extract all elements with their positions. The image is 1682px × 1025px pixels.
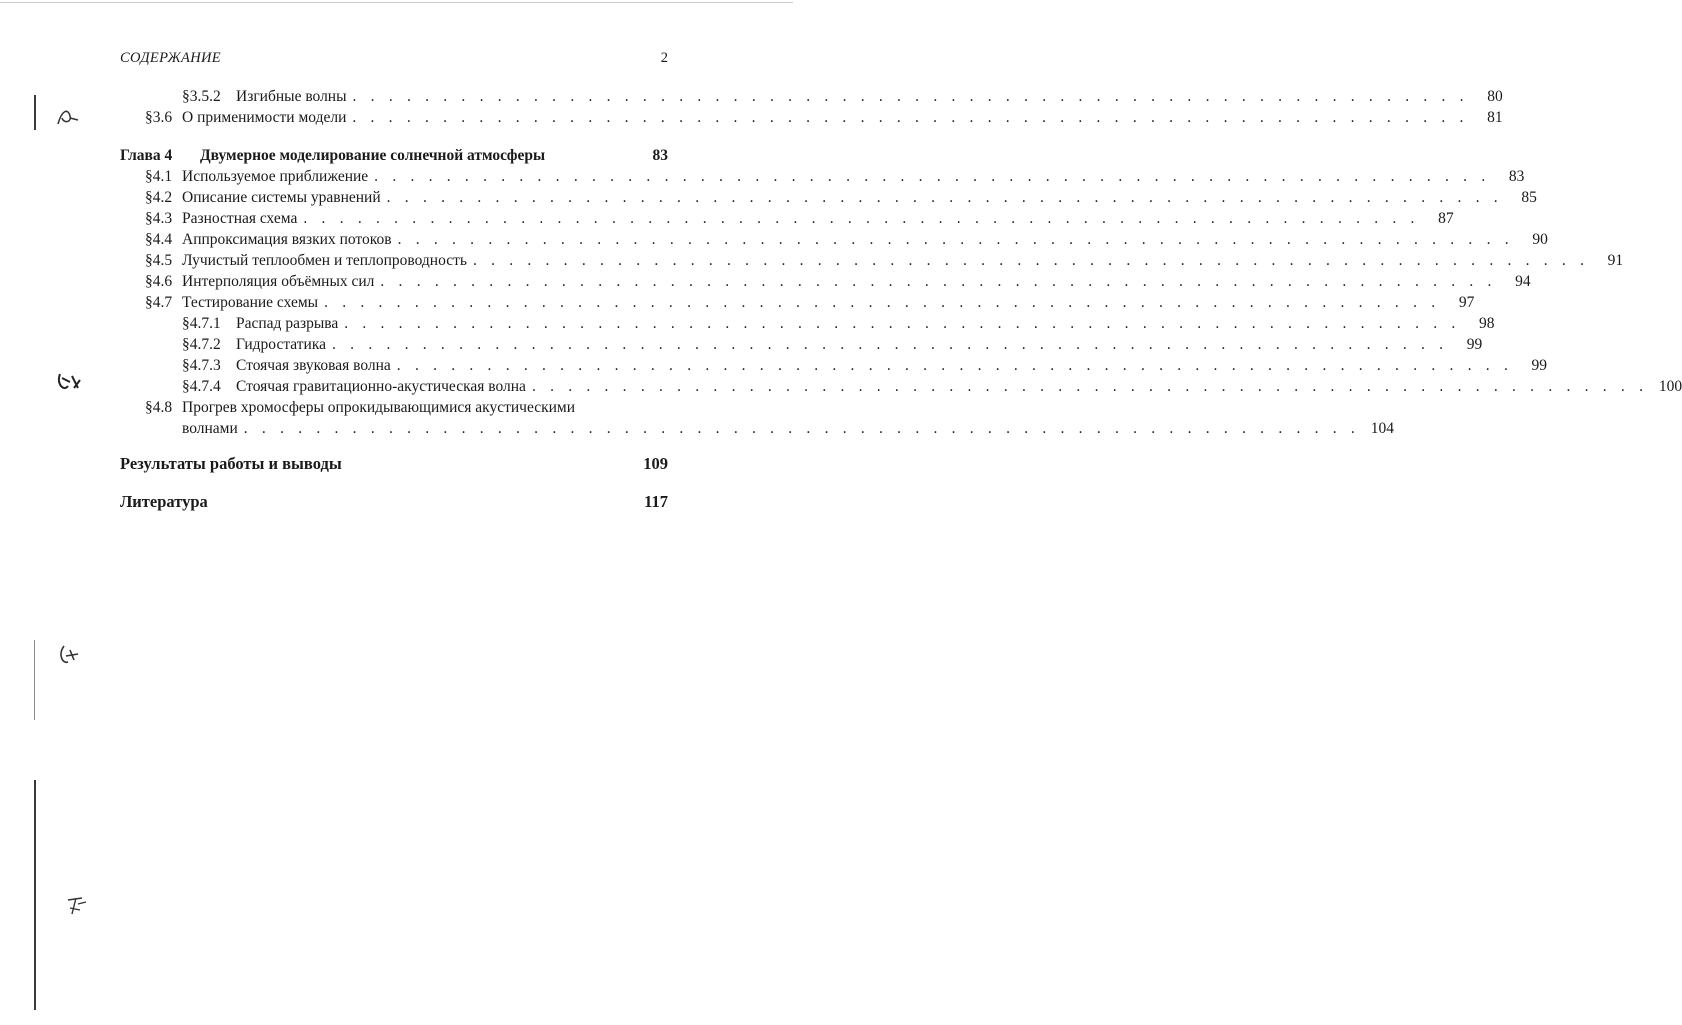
toc-major-section [120, 453, 668, 477]
chapter-number: Глава 4 [120, 147, 173, 164]
toc-entry [120, 187, 1537, 208]
running-head-page-number: 2 [660, 50, 668, 66]
entry-number: §3.5.2 [182, 88, 221, 105]
entry-number: §4.4 [145, 231, 173, 248]
dot-leader: . . . . . . . . . . . . . . . . . . . . . . . . . . . . . . . . . . . . . . . . . . . . . . . . . . . . . . . . . . . . . . [352, 88, 1469, 105]
scan-edge [0, 2, 793, 3]
entry-number: §4.7.1 [182, 315, 221, 332]
margin-scribble [62, 892, 90, 918]
entry-title: Аппроксимация вязких потоков [182, 231, 392, 248]
entry-page: 98 [1478, 315, 1495, 332]
toc-entry [120, 86, 1503, 107]
toc-entry [120, 271, 1531, 292]
margin-mark [34, 780, 36, 1010]
dot-leader: . . . . . . . . . . . . . . . . . . . . . . . . . . . . . . . . . . . . . . . . . . . . . . . . . . . . . . . . . . . . . . [472, 252, 1590, 269]
entry-number: §4.7.4 [182, 378, 221, 395]
dot-leader: . . . . . . . . . . . . . . . . . . . . . . . . . . . . . . . . . . . . . . . . . . . . . . . . . . . . . . . . . . . . . . [396, 357, 1514, 374]
entry-title: Лучистый теплообмен и теплопроводность [182, 252, 467, 269]
section-title: Литература [120, 492, 208, 511]
dot-leader: . . . . . . . . . . . . . . . . . . . . . . . . . . . . . . . . . . . . . . . . . . . . . . . . . . . . . . . . . . . . . . [344, 315, 1461, 332]
entry-title: Стоячая звуковая волна [236, 357, 391, 374]
margin-scribble [56, 640, 82, 670]
entry-title: О применимости модели [182, 109, 347, 126]
toc-entry [120, 292, 1475, 313]
entry-number: §3.6 [145, 109, 173, 126]
toc-major-section [120, 491, 668, 515]
dot-leader: . . . . . . . . . . . . . . . . . . . . . . . . . . . . . . . . . . . . . . . . . . . . . . . . . . . . . . . . . . . . . . [324, 294, 1441, 311]
running-head [120, 48, 668, 72]
entry-page: 81 [1487, 109, 1503, 126]
dot-leader: . . . . . . . . . . . . . . . . . . . . . . . . . . . . . . . . . . . . . . . . . . . . . . . . . . . . . . . . . . . . . . [397, 231, 1514, 248]
chapter-page: 83 [652, 147, 668, 164]
toc-entry [120, 250, 1624, 271]
entry-page: 87 [1438, 210, 1454, 227]
entry-page: 99 [1466, 336, 1483, 353]
toc-entry [120, 208, 1454, 229]
entry-title: Распад разрыва [236, 315, 339, 332]
entry-title: Изгибные волны [236, 88, 347, 105]
entry-number: §4.7.2 [182, 336, 221, 353]
toc-page [120, 48, 1682, 515]
entry-number: §4.5 [145, 252, 173, 269]
margin-mark [34, 640, 35, 720]
entry-number: §4.1 [145, 168, 173, 185]
entry-page: 85 [1521, 189, 1537, 206]
entry-number: §4.6 [145, 273, 173, 290]
entry-title: Используемое приближение [182, 168, 369, 185]
dot-leader: . . . . . . . . . . . . . . . . . . . . . . . . . . . . . . . . . . . . . . . . . . . . . . . . . . . . . . . . . . . . . . [352, 109, 1469, 126]
entry-number: §4.8 [145, 399, 173, 416]
dot-leader: . . . . . . . . . . . . . . . . . . . . . . . . . . . . . . . . . . . . . . . . . . . . . . . . . . . . . . . . . . . . . . [374, 168, 1491, 185]
entry-title: Стоячая гравитационно-акустическая волна [236, 378, 526, 395]
entry-number: §4.7.3 [182, 357, 221, 374]
toc-chapter [120, 145, 668, 166]
section-title: Результаты работы и выводы [120, 454, 342, 473]
entry-page: 94 [1515, 273, 1531, 290]
entry-page: 91 [1607, 252, 1624, 269]
toc-entry [120, 107, 1503, 128]
section-page: 117 [644, 492, 668, 511]
dot-leader: . . . . . . . . . . . . . . . . . . . . . . . . . . . . . . . . . . . . . . . . . . . . . . . . . . . . . . . . . . . . . . [531, 378, 1649, 395]
toc-entry-continuation [120, 418, 1395, 439]
running-head-title: СОДЕРЖАНИЕ [120, 50, 221, 66]
entry-title: Тестирование схемы [182, 294, 319, 311]
toc-entry [120, 166, 1525, 187]
toc-entry [120, 397, 668, 418]
margin-scribble [54, 368, 84, 396]
entry-title: Гидростатика [236, 336, 327, 353]
margin-mark [34, 95, 36, 130]
entry-title: Прогрев хромосферы опрокидывающимися акустическими [182, 399, 576, 416]
entry-page: 100 [1658, 378, 1682, 395]
entry-number: §4.3 [145, 210, 173, 227]
entry-title: Разностная схема [182, 210, 298, 227]
entry-title: Интерполяция объёмных сил [182, 273, 375, 290]
entry-page: 97 [1458, 294, 1475, 311]
entry-page: 83 [1508, 168, 1525, 185]
toc-entry [120, 229, 1548, 250]
entry-title-continuation: волнами [182, 420, 238, 437]
chapter-title: Двумерное моделирование солнечной атмосферы [200, 147, 546, 164]
section-page: 109 [643, 454, 668, 473]
margin-scribble [52, 104, 82, 130]
dot-leader: . . . . . . . . . . . . . . . . . . . . . . . . . . . . . . . . . . . . . . . . . . . . . . . . . . . . . . . . . . . . . . [332, 336, 1449, 353]
entry-number: §4.2 [145, 189, 173, 206]
entry-title: Описание системы уравнений [182, 189, 381, 206]
entry-page: 99 [1531, 357, 1548, 374]
dot-leader: . . . . . . . . . . . . . . . . . . . . . . . . . . . . . . . . . . . . . . . . . . . . . . . . . . . . . . . . . . . . . . [303, 210, 1420, 227]
entry-page: 90 [1532, 231, 1548, 248]
entry-number: §4.7 [145, 294, 173, 311]
entry-page: 104 [1370, 420, 1395, 437]
entry-page: 80 [1487, 88, 1503, 105]
toc-entry [120, 376, 1682, 397]
dot-leader: . . . . . . . . . . . . . . . . . . . . . . . . . . . . . . . . . . . . . . . . . . . . . . . . . . . . . . . . . . . . . . [386, 189, 1503, 206]
dot-leader: . . . . . . . . . . . . . . . . . . . . . . . . . . . . . . . . . . . . . . . . . . . . . . . . . . . . . . . . . . . . . . [380, 273, 1497, 290]
toc-entry [120, 355, 1548, 376]
dot-leader: . . . . . . . . . . . . . . . . . . . . . . . . . . . . . . . . . . . . . . . . . . . . . . . . . . . . . . . . . . . . . . [243, 420, 1361, 437]
toc-entry [120, 313, 1495, 334]
toc-entry [120, 334, 1483, 355]
